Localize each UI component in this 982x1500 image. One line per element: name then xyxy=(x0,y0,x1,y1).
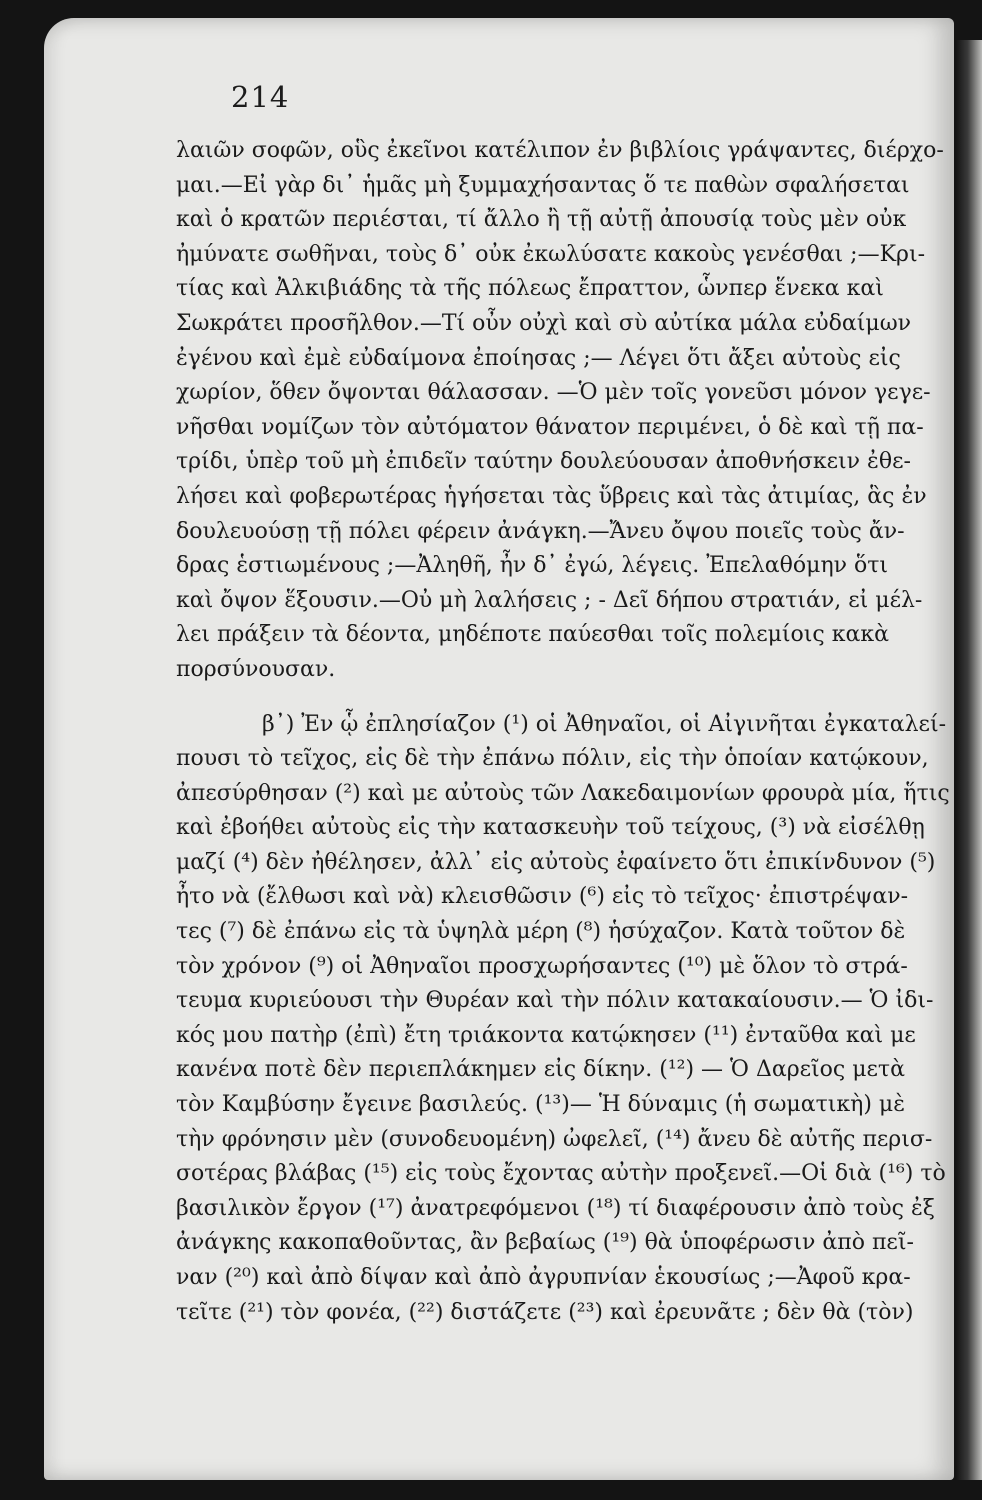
text-line: τες (⁷) δὲ ἐπάνω εἰς τὰ ὑψηλὰ μέρη (⁸) ἡσύχαζον. Κατὰ τοῦτον δὲ xyxy=(176,919,906,945)
text-line: ἀνάγκης κακοπαθοῦντας, ἂν βεβαίως (¹⁹) θὰ ὑποφέρωσιν ἀπὸ πεῖ- xyxy=(176,1230,914,1256)
text-line: Σωκράτει προσῆλθον.—Τί οὖν οὐχὶ καὶ σὺ αὐτίκα μάλα εὐδαίμων xyxy=(176,310,912,336)
text-line: τὴν φρόνησιν μὲν (συνοδευομένη) ὠφελεῖ, (¹⁴) ἄνευ δὲ αὐτῆς περισ- xyxy=(176,1126,933,1152)
text-line: λήσει καὶ φοβερωτέρας ἡγήσεται τὰς ὕβρεις καὶ τὰς ἀτιμίας, ἃς ἐν xyxy=(176,483,927,509)
text-line: τὸν χρόνον (⁹) οἱ Ἀθηναῖοι προσχωρήσαντες (¹⁰) μὲ ὅλον τὸ στρά- xyxy=(176,953,908,979)
text-line: ἐγένου καὶ ἐμὲ εὐδαίμονα ἐποίησας ;— Λέγει ὅτι ἄξει αὐτοὺς εἰς xyxy=(176,345,901,371)
text-line: τρίδι, ὑπὲρ τοῦ μὴ ἐπιδεῖν ταύτην δουλεύουσαν ἀποθνήσκειν ἐθε- xyxy=(176,449,911,475)
paragraph-1 xyxy=(176,134,966,688)
text-line: β᾽) Ἐν ᾧ ἐπλησίαζον (¹) οἱ Ἀθηναῖοι, οἱ Αἰγινῆται ἐγκαταλεί- xyxy=(262,711,946,737)
text-line: νῆσθαι νομίζων τὸν αὐτόματον θάνατον περιμένει, ὁ δὲ καὶ τῇ πα- xyxy=(176,414,924,440)
text-line: χωρίον, ὅθεν ὄψονται θάλασσαν. —Ὁ μὲν τοῖς γονεῦσι μόνον γεγε- xyxy=(176,380,931,406)
text-line: σοτέρας βλάβας (¹⁵) εἰς τοὺς ἔχοντας αὐτὴν προξενεῖ.—Οἱ διὰ (¹⁶) τὸ xyxy=(176,1161,946,1187)
page-edge-shadow xyxy=(956,40,982,1480)
text-line: καὶ ἐβοήθει αὐτοὺς εἰς τὴν κατασκευὴν τοῦ τείχους, (³) νὰ εἰσέλθῃ xyxy=(176,815,925,841)
text-line: μαζί (⁴) δὲν ἠθέλησεν, ἀλλ᾽ εἰς αὐτοὺς ἐφαίνετο ὅτι ἐπικίνδυνον (⁵) xyxy=(176,849,936,875)
text-line: πουσι τὸ τεῖχος, εἰς δὲ τὴν ἐπάνω πόλιν, εἰς τὴν ὁποίαν κατῴκουν, xyxy=(176,746,929,772)
text-line: βασιλικὸν ἔργον (¹⁷) ἀνατρεφόμενοι (¹⁸) τί διαφέρουσιν ἀπὸ τοὺς ἐξ xyxy=(176,1195,935,1221)
page-number: 214 xyxy=(231,80,290,114)
text-line: μαι.—Εἰ γὰρ δι᾽ ἡμᾶς μὴ ξυμμαχήσαντας ὅ τε παθὼν σφαλήσεται xyxy=(176,172,910,198)
text-line: κός μου πατὴρ (ἐπὶ) ἔτη τριάκοντα κατῴκησεν (¹¹) ἐνταῦθα καὶ με xyxy=(176,1022,916,1048)
text-line: τευμα κυριεύουσι τὴν Θυρέαν καὶ τὴν πόλιν κατακαίουσιν.— Ὁ ἰδι- xyxy=(176,988,934,1014)
text-line: δρας ἑστιωμένους ;—Ἀληθῆ, ἦν δ᾽ ἐγώ, λέγεις. Ἐπελαθόμην ὅτι xyxy=(176,553,889,579)
text-line: καὶ ὁ κρατῶν περιέσται, τί ἄλλο ἢ τῇ αὐτῇ ἀπουσίᾳ τοὺς μὲν οὐκ xyxy=(176,207,907,233)
text-line: πορσύνουσαν. xyxy=(176,656,336,682)
text-line: δουλευούσῃ τῇ πόλει φέρειν ἀνάγκη.—Ἄνευ ὄψου ποιεῖς τοὺς ἄν- xyxy=(176,518,905,544)
text-line: τὸν Καμβύσην ἔγεινε βασιλεύς. (¹³)— Ἡ δύναμις (ἡ σωματικὴ) μὲ xyxy=(176,1092,905,1118)
text-line: καὶ ὄψον ἕξουσιν.—Οὐ μὴ λαλήσεις ; - Δεῖ δήπου στρατιάν, εἰ μέλ- xyxy=(176,587,923,613)
text-line: τίας καὶ Ἀλκιβιάδης τὰ τῆς πόλεως ἔπραττον, ὧνπερ ἕνεκα καὶ xyxy=(176,276,884,302)
text-line: ἦτο νὰ (ἔλθωσι καὶ νὰ) κλεισθῶσιν (⁶) εἰς τὸ τεῖχος· ἐπιστρέψαν- xyxy=(176,884,909,910)
text-line: ἀπεσύρθησαν (²) καὶ με αὐτοὺς τῶν Λακεδαιμονίων φρουρὰ μία, ἥτις xyxy=(176,780,950,806)
text-line: ναν (²⁰) καὶ ἀπὸ δίψαν καὶ ἀπὸ ἀγρυπνίαν ἑκουσίως ;—Ἀφοῦ κρα- xyxy=(176,1265,911,1290)
book-page xyxy=(44,18,954,1480)
text-block xyxy=(176,134,966,1330)
text-line: κανένα ποτὲ δὲν περιεπλάκημεν εἰς δίκην. (¹²) — Ὁ Δαρεῖος μετὰ xyxy=(176,1057,905,1083)
text-line: τεῖτε (²¹) τὸν φονέα, (²²) διστάζετε (²³) καὶ ἐρευνᾶτε ; δὲν θὰ (τὸν) xyxy=(176,1299,914,1325)
text-line: λει πράξειν τὰ δέοντα, μηδέποτε παύεσθαι τοῖς πολεμίοις κακὰ xyxy=(176,622,889,648)
paragraph-2 xyxy=(176,708,966,1331)
text-line: ἠμύνατε σωθῆναι, τοὺς δ᾽ οὐκ ἐκωλύσατε κακοὺς γενέσθαι ;—Κρι- xyxy=(176,241,926,267)
paragraph-gap xyxy=(176,688,966,708)
text-line: λαιῶν σοφῶν, οὓς ἐκεῖνοι κατέλιπον ἐν βιβλίοις γράψαντες, διέρχο- xyxy=(176,138,944,163)
